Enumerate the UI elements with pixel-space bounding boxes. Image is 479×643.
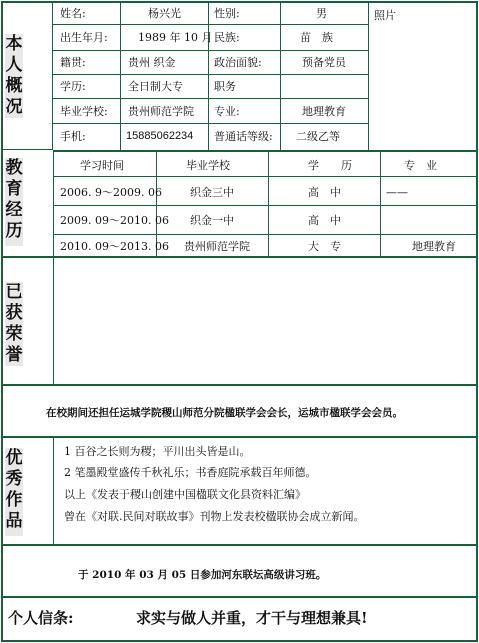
school-label: 毕业学校:	[60, 105, 108, 118]
ethnic-label: 民族:	[214, 31, 240, 44]
political-label: 政治面貌:	[214, 56, 262, 69]
personal-section-label: 本人概况	[5, 34, 23, 117]
honors-section-label: 已获荣誉	[5, 282, 23, 365]
edu-row-1-major: ——	[386, 186, 408, 199]
edu-header-time: 学习时间	[80, 159, 124, 172]
edu-row-2-time: 2009. 09～2010. 06	[60, 214, 169, 227]
motto-text: 求实与做人并重，才干与理想兼具!	[136, 609, 368, 627]
ethnic-value: 苗 族	[300, 31, 333, 44]
name-value: 杨兴光	[148, 7, 181, 20]
degree-value: 全日制大专	[128, 80, 183, 93]
birth-value: 1989 年 10 月	[138, 31, 213, 44]
works-item-3: 以上《发表于稷山创建中国楹联文化县资料汇编》	[64, 488, 306, 501]
phone-value: 15885062234	[126, 130, 194, 142]
birth-label: 出生年月:	[60, 31, 108, 44]
mandarin-value: 二级乙等	[296, 130, 340, 143]
position-label: 职务	[214, 80, 236, 93]
edu-header-major: 专 业	[404, 159, 437, 172]
education-section-label: 教育经历	[5, 158, 23, 246]
native-label: 籍贯:	[60, 56, 86, 69]
edu-row-3-time: 2010. 09～2013. 06	[60, 240, 169, 253]
edu-row-2-degree: 高 中	[308, 214, 341, 227]
edu-header-school: 毕业学校	[186, 159, 230, 172]
gender-value: 男	[316, 7, 327, 20]
works-item-4: 曾在《对联.民间对联故事》刊物上发表校楹联协会成立新闻。	[64, 510, 365, 523]
edu-row-1-degree: 高 中	[308, 186, 341, 199]
major-value: 地理教育	[302, 105, 346, 118]
degree-label: 学历:	[60, 80, 86, 93]
edu-row-3-school: 贵州师范学院	[184, 240, 250, 253]
school-value: 贵州师范学院	[128, 105, 194, 118]
political-value: 预备党员	[302, 56, 346, 69]
club-note: 在校期间还担任运城学院稷山师范分院楹联学会会长，运城市楹联学会会员。	[46, 407, 403, 419]
works-item-2: 2 笔墨殿堂盛传千秋礼乐；书香庭院承载百年师德。	[64, 466, 317, 479]
phone-label: 手机:	[60, 130, 86, 143]
mandarin-label: 普通话等级:	[214, 130, 273, 143]
gender-label: 性别:	[214, 7, 240, 20]
edu-row-3-degree: 大 专	[308, 240, 341, 253]
edu-header-degree: 学 历	[308, 159, 352, 172]
edu-row-2-school: 织金一中	[190, 214, 234, 227]
major-label: 专业:	[214, 105, 240, 118]
works-item-1: 1 百谷之长则为稷；平川出头皆是山。	[64, 445, 251, 458]
edu-row-1-school: 织金三中	[190, 186, 234, 199]
edu-row-1-time: 2006. 9～2009. 06	[60, 186, 162, 199]
native-value: 贵州 织金	[128, 56, 176, 69]
motto-label: 个人信条:	[8, 609, 74, 627]
name-label: 姓名:	[60, 7, 86, 20]
works-section-label: 优秀作品	[5, 448, 23, 536]
photo-placeholder: 照片	[374, 9, 396, 22]
training-note: 于 2010 年 03 月 05 日参加河东联坛高级讲习班。	[78, 569, 327, 581]
edu-row-3-major: 地理教育	[412, 240, 456, 253]
